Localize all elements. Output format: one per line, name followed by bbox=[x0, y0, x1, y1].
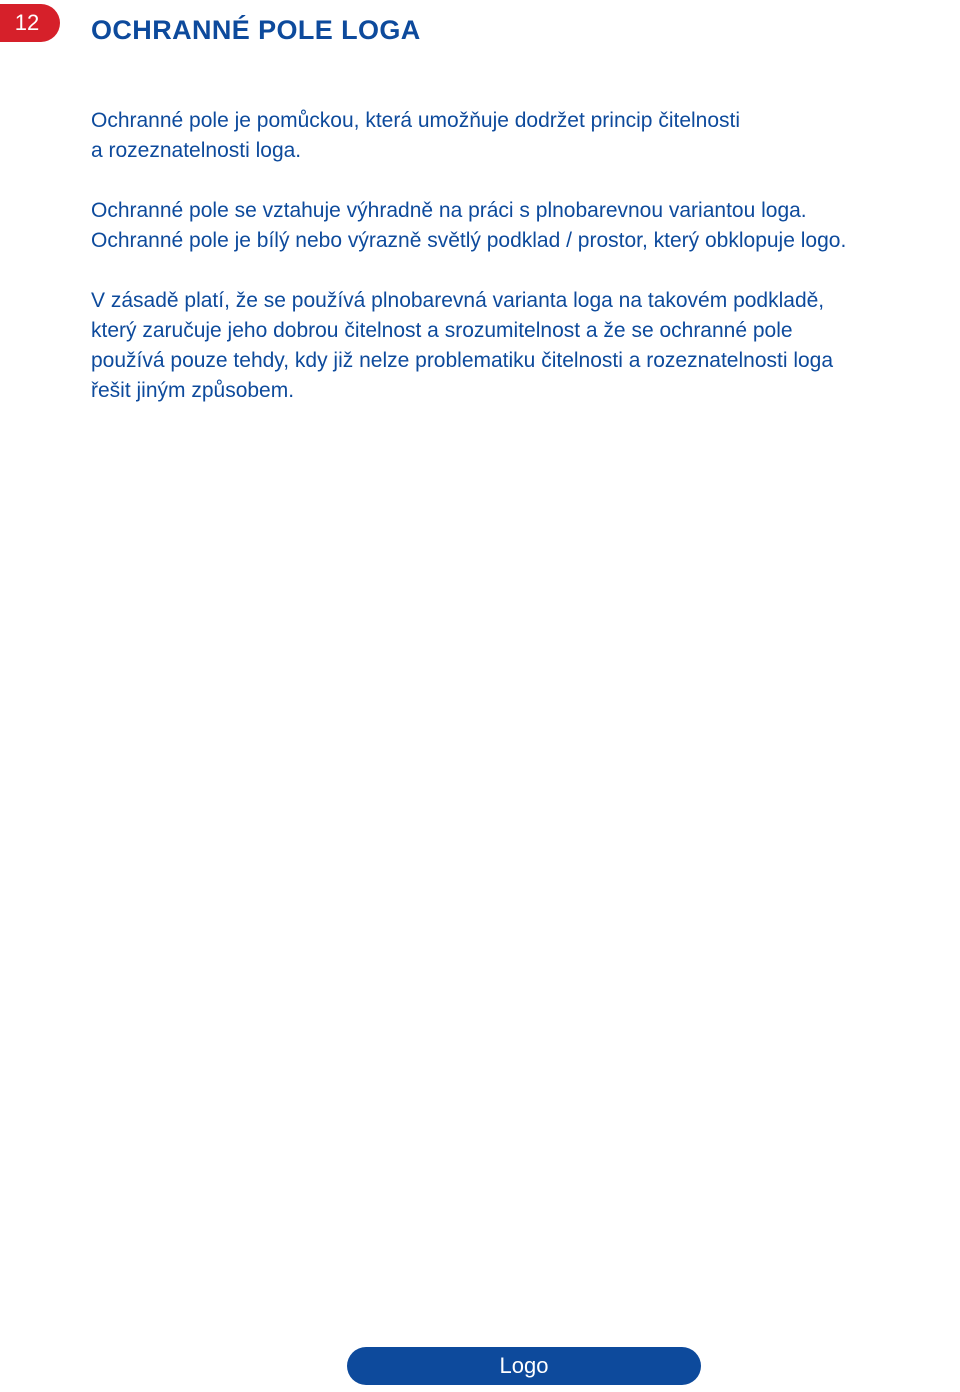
page-number: 12 bbox=[14, 10, 40, 35]
paragraph-line: používá pouze tehdy, kdy již nelze problematiku čitelnosti a rozeznatelnosti loga bbox=[91, 349, 834, 372]
paragraph-line: Ochranné pole je pomůckou, která umožňuje dodržet princip čitelnosti bbox=[91, 109, 741, 132]
page-number-badge bbox=[0, 4, 60, 42]
footer-section-bar bbox=[347, 1347, 701, 1385]
paragraph-line: Ochranné pole se vztahuje výhradně na práci s plnobarevnou variantou loga. bbox=[91, 199, 807, 222]
paragraph-intro bbox=[91, 106, 740, 166]
paragraph-scope bbox=[91, 196, 846, 256]
footer-section-label: Logo bbox=[499, 1353, 549, 1378]
paragraph-line: řešit jiným způsobem. bbox=[91, 379, 295, 402]
paragraph-line: Ochranné pole je bílý nebo výrazně světlý podklad / prostor, který obklopuje logo. bbox=[91, 229, 847, 252]
paragraph-line: a rozeznatelnosti loga. bbox=[91, 139, 302, 162]
paragraph-line: V zásadě platí, že se používá plnobarevná varianta loga na takovém podkladě, bbox=[91, 289, 825, 312]
page-title: OCHRANNÉ POLE LOGA bbox=[91, 15, 421, 45]
paragraph-line: který zaručuje jeho dobrou čitelnost a srozumitelnost a že se ochranné pole bbox=[91, 319, 793, 342]
paragraph-rule bbox=[91, 286, 833, 406]
